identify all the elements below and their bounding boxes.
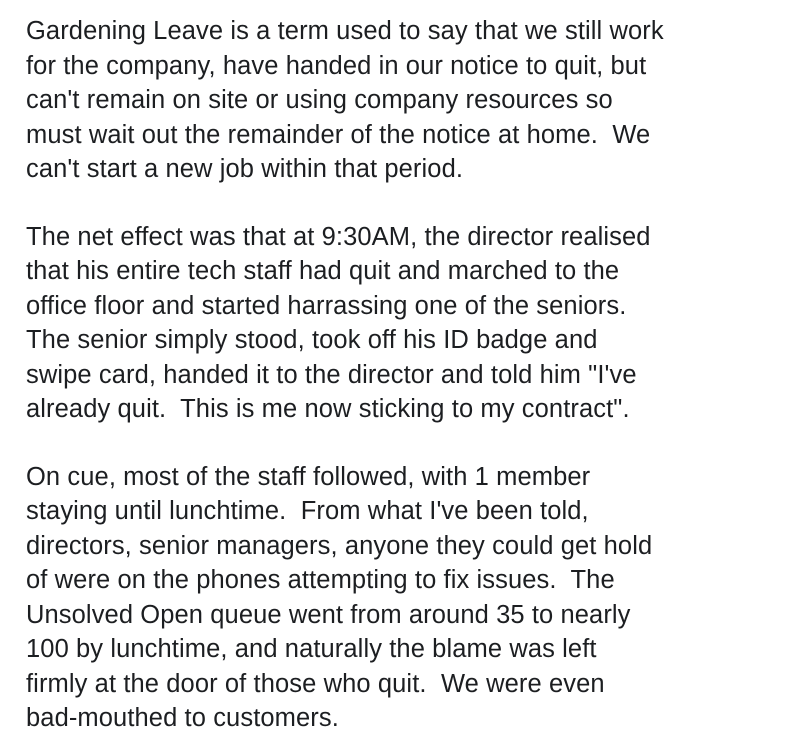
text-line: On cue, most of the staff followed, with 1 member <box>26 462 591 491</box>
paragraph-gardening-leave <box>26 14 786 187</box>
text-line: for the company, have handed in our notice to quit, but <box>26 51 647 80</box>
text-line: directors, senior managers, anyone they could get hold <box>26 531 653 560</box>
text-line: swipe card, handed it to the director and told him "I've <box>26 360 637 389</box>
paragraph-on-cue <box>26 460 786 736</box>
text-line: The senior simply stood, took off his ID badge and <box>26 326 598 354</box>
text-line: must wait out the remainder of the notice at home. We <box>26 120 651 149</box>
text-line: can't remain on site or using company resources so <box>26 86 613 114</box>
text-line: 100 by lunchtime, and naturally the blame was left <box>26 635 597 663</box>
text-line: staying until lunchtime. From what I've been told, <box>26 497 589 525</box>
text-line: Unsolved Open queue went from around 35 to nearly <box>26 600 631 629</box>
paragraph-net-effect <box>26 220 786 427</box>
text-line: of were on the phones attempting to fix issues. The <box>26 566 615 594</box>
text-line: that his entire tech staff had quit and marched to the <box>26 257 620 285</box>
text-line: office floor and started harrassing one of the seniors. <box>26 291 627 320</box>
text-line: Gardening Leave is a term used to say that we still work <box>26 17 664 45</box>
text-line: The net effect was that at 9:30AM, the director realised <box>26 222 651 251</box>
post-text <box>26 14 786 736</box>
text-line: bad-mouthed to customers. <box>26 704 339 732</box>
text-line: firmly at the door of those who quit. We were even <box>26 669 605 698</box>
text-line: can't start a new job within that period. <box>26 155 464 183</box>
text-line: already quit. This is me now sticking to my contract". <box>26 395 630 423</box>
